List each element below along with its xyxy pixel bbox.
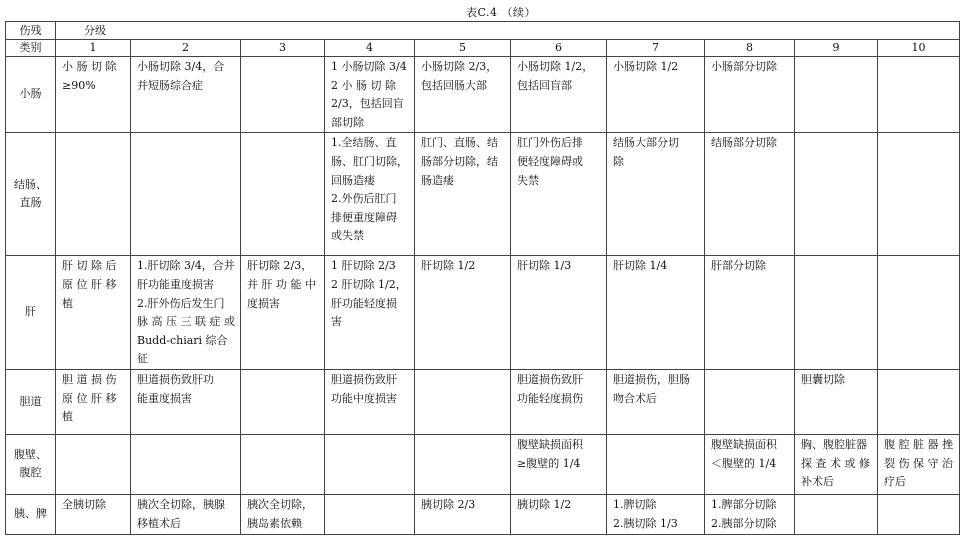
grade-header-7: 7 — [607, 40, 705, 57]
grade-8-cell — [705, 369, 795, 434]
grade-6-cell: 胰切除 1/2 — [511, 494, 607, 534]
grade-2-cell: 1.肝切除 3/4，合并 肝功能重度损害 2.肝外伤后发生门 脉 高 压 三 联 症 或 Budd-chiari 综合征 — [131, 256, 241, 370]
corner-top-cell: 伤残 — [6, 22, 56, 40]
grade-10-cell — [878, 57, 960, 133]
grade-8-cell: 1.脾部分切除 2.胰部分切除 — [705, 494, 795, 534]
grade-3-cell: 肝切除 2/3， 并 肝 功 能 中 度损害 — [241, 256, 325, 370]
grade-9-cell: 胆囊切除 — [795, 369, 878, 434]
grade-4-cell: 胆道损伤致肝 功能中度损害 — [325, 369, 415, 434]
grade-1-cell: 胆 道 损 伤 原 位 肝 移 植 — [56, 369, 131, 434]
grade-5-cell: 肛门、直肠、结 肠部分切除，结 肠造瘘 — [415, 133, 511, 256]
grade-header-5: 5 — [415, 40, 511, 57]
grade-2-cell — [131, 434, 241, 494]
table-row — [6, 57, 960, 133]
grade-7-cell: 肝切除 1/4 — [607, 256, 705, 370]
grade-9-cell — [795, 57, 878, 133]
grade-3-cell — [241, 133, 325, 256]
grade-header-3: 3 — [241, 40, 325, 57]
grade-6-cell: 小肠切除 1/2， 包括回盲部 — [511, 57, 607, 133]
grade-header-1: 1 — [56, 40, 131, 57]
grade-2-cell: 胆道损伤致肝功 能重度损害 — [131, 369, 241, 434]
grade-7-cell — [607, 434, 705, 494]
table-caption-bar — [0, 2, 961, 20]
grade-1-cell: 小 肠 切 除 ≥90% — [56, 57, 131, 133]
grade-7-cell: 胆道损伤，胆肠 吻合术后 — [607, 369, 705, 434]
grade-4-cell: 1 小肠切除 3/4 2 小 肠 切 除 2/3，包括回盲 部切除 — [325, 57, 415, 133]
grade-3-cell: 胰次全切除， 胰岛素依赖 — [241, 494, 325, 534]
grade-header-4: 4 — [325, 40, 415, 57]
table-row — [6, 256, 960, 370]
category-cell: 胆道 — [6, 369, 56, 434]
table-row — [6, 369, 960, 434]
grade-header-2: 2 — [131, 40, 241, 57]
grade-2-cell: 小肠切除 3/4，合 并短肠综合症 — [131, 57, 241, 133]
grade-1-cell — [56, 133, 131, 256]
grade-8-cell: 肝部分切除 — [705, 256, 795, 370]
grade-header-9: 9 — [795, 40, 878, 57]
grade-8-cell: 结肠部分切除 — [705, 133, 795, 256]
corner-bottom-cell: 类别 — [6, 40, 56, 57]
grade-8-cell: 小肠部分切除 — [705, 57, 795, 133]
grade-6-cell: 肝切除 1/3 — [511, 256, 607, 370]
category-cell: 肝 — [6, 256, 56, 370]
grade-9-cell — [795, 256, 878, 370]
grade-header-6: 6 — [511, 40, 607, 57]
grade-4-cell — [325, 494, 415, 534]
grade-4-cell: 1 肝切除 2/3 2 肝切除 1/2， 肝功能轻度损 害 — [325, 256, 415, 370]
grade-4-cell — [325, 434, 415, 494]
header-row-grade-label — [6, 22, 960, 40]
grade-5-cell: 肝切除 1/2 — [415, 256, 511, 370]
grade-7-cell: 小肠切除 1/2 — [607, 57, 705, 133]
table-caption: 表C.4 （续） — [466, 6, 537, 19]
grade-2-cell — [131, 133, 241, 256]
category-cell: 小肠 — [6, 57, 56, 133]
grade-1-cell — [56, 434, 131, 494]
grade-1-cell: 肝 切 除 后 原 位 肝 移 植 — [56, 256, 131, 370]
grade-5-cell — [415, 369, 511, 434]
disability-grade-table — [5, 21, 960, 535]
grade-header-10: 10 — [878, 40, 960, 57]
grade-10-cell — [878, 133, 960, 256]
grade-5-cell: 胰切除 2/3 — [415, 494, 511, 534]
grade-7-cell: 1.脾切除 2.胰切除 1/3 — [607, 494, 705, 534]
grade-6-cell: 胆道损伤致肝 功能轻度损伤 — [511, 369, 607, 434]
category-cell: 胰、脾 — [6, 494, 56, 534]
grade-10-cell — [878, 256, 960, 370]
grade-2-cell: 胰次全切除，胰腺 移植术后 — [131, 494, 241, 534]
category-cell: 腹壁、 腹腔 — [6, 434, 56, 494]
table-row — [6, 434, 960, 494]
grade-4-cell: 1.全结肠、直 肠、肛门切除， 回肠造瘘 2.外伤后肛门 排便重度障碍 或失禁 — [325, 133, 415, 256]
grade-3-cell — [241, 57, 325, 133]
grade-3-cell — [241, 434, 325, 494]
table-row — [6, 494, 960, 534]
grade-9-cell — [795, 494, 878, 534]
grade-9-cell — [795, 133, 878, 256]
table-row — [6, 133, 960, 256]
header-row-grades — [6, 40, 960, 57]
grade-3-cell — [241, 369, 325, 434]
grade-8-cell: 腹壁缺损面积 ＜腹壁的 1/4 — [705, 434, 795, 494]
grade-label-cell: 分级 — [56, 22, 960, 40]
grade-6-cell: 腹壁缺损面积 ≥腹壁的 1/4 — [511, 434, 607, 494]
grade-9-cell: 胸、腹腔脏器 探 查 术 或 修 补术后 — [795, 434, 878, 494]
grade-7-cell: 结肠大部分切 除 — [607, 133, 705, 256]
category-cell: 结肠、 直肠 — [6, 133, 56, 256]
grade-10-cell — [878, 369, 960, 434]
grade-1-cell: 全胰切除 — [56, 494, 131, 534]
grade-6-cell: 肛门外伤后排 便轻度障碍或 失禁 — [511, 133, 607, 256]
grade-5-cell — [415, 434, 511, 494]
grade-header-8: 8 — [705, 40, 795, 57]
grade-10-cell — [878, 494, 960, 534]
grade-5-cell: 小肠切除 2/3， 包括回肠大部 — [415, 57, 511, 133]
grade-10-cell: 腹 腔 脏 器 挫 裂 伤 保 守 治 疗后 — [878, 434, 960, 494]
